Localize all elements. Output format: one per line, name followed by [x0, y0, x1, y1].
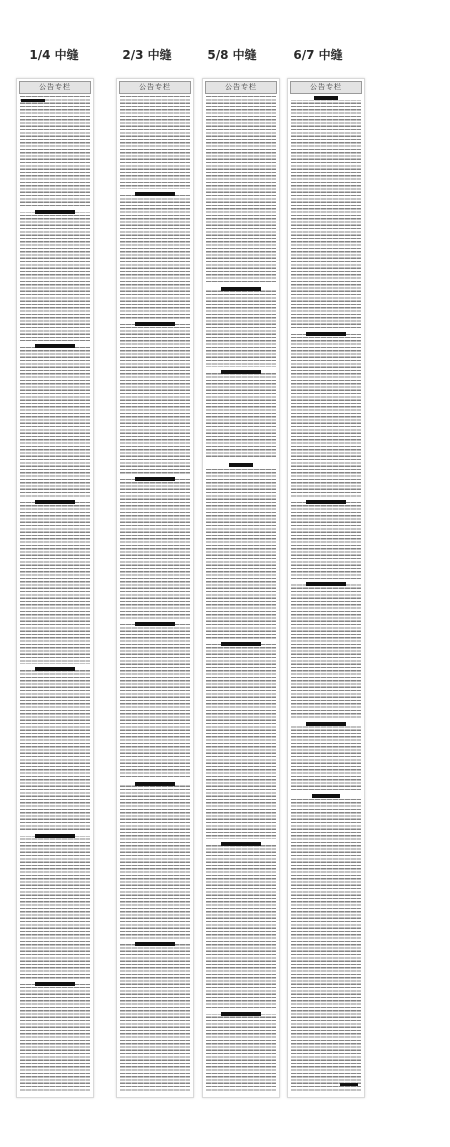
announcement-strip-5-8	[202, 78, 280, 1098]
section-heading	[135, 477, 175, 481]
section-heading	[135, 942, 175, 946]
section-heading	[35, 834, 75, 838]
section-heading	[306, 500, 346, 504]
column-title-1-4: 1/4 中缝	[29, 48, 79, 62]
section-heading	[35, 344, 75, 348]
column-title-6-7: 6/7 中缝	[293, 48, 343, 62]
strip-header: 公告专栏	[119, 81, 191, 94]
column-title-2-3: 2/3 中缝	[122, 48, 172, 62]
section-heading	[312, 794, 340, 798]
section-heading	[314, 96, 338, 100]
section-heading	[35, 500, 75, 504]
section-heading	[35, 210, 75, 214]
strip-body-text	[20, 96, 90, 1091]
section-heading	[229, 463, 253, 467]
section-heading	[306, 332, 346, 336]
section-heading	[306, 722, 346, 726]
announcement-strip-1-4	[16, 78, 94, 1098]
strip-header: 公告专栏	[290, 81, 362, 94]
strip-body-text	[291, 96, 361, 1091]
section-heading	[221, 642, 261, 646]
strip-header: 公告专栏	[19, 81, 91, 94]
announcement-strip-2-3	[116, 78, 194, 1098]
section-heading	[221, 842, 261, 846]
column-title-5-8: 5/8 中缝	[207, 48, 257, 62]
section-heading	[35, 667, 75, 671]
section-heading	[135, 192, 175, 196]
section-heading	[306, 582, 346, 586]
section-heading	[135, 322, 175, 326]
strip-body-text	[206, 96, 276, 1091]
section-heading	[35, 982, 75, 986]
entry-heading	[21, 99, 45, 102]
section-heading	[135, 622, 175, 626]
section-heading	[135, 782, 175, 786]
section-heading	[221, 1012, 261, 1016]
announcement-strip-6-7	[287, 78, 365, 1098]
section-heading	[221, 287, 261, 291]
entry-signature	[340, 1083, 358, 1086]
section-heading	[221, 370, 261, 374]
strip-header: 公告专栏	[205, 81, 277, 94]
